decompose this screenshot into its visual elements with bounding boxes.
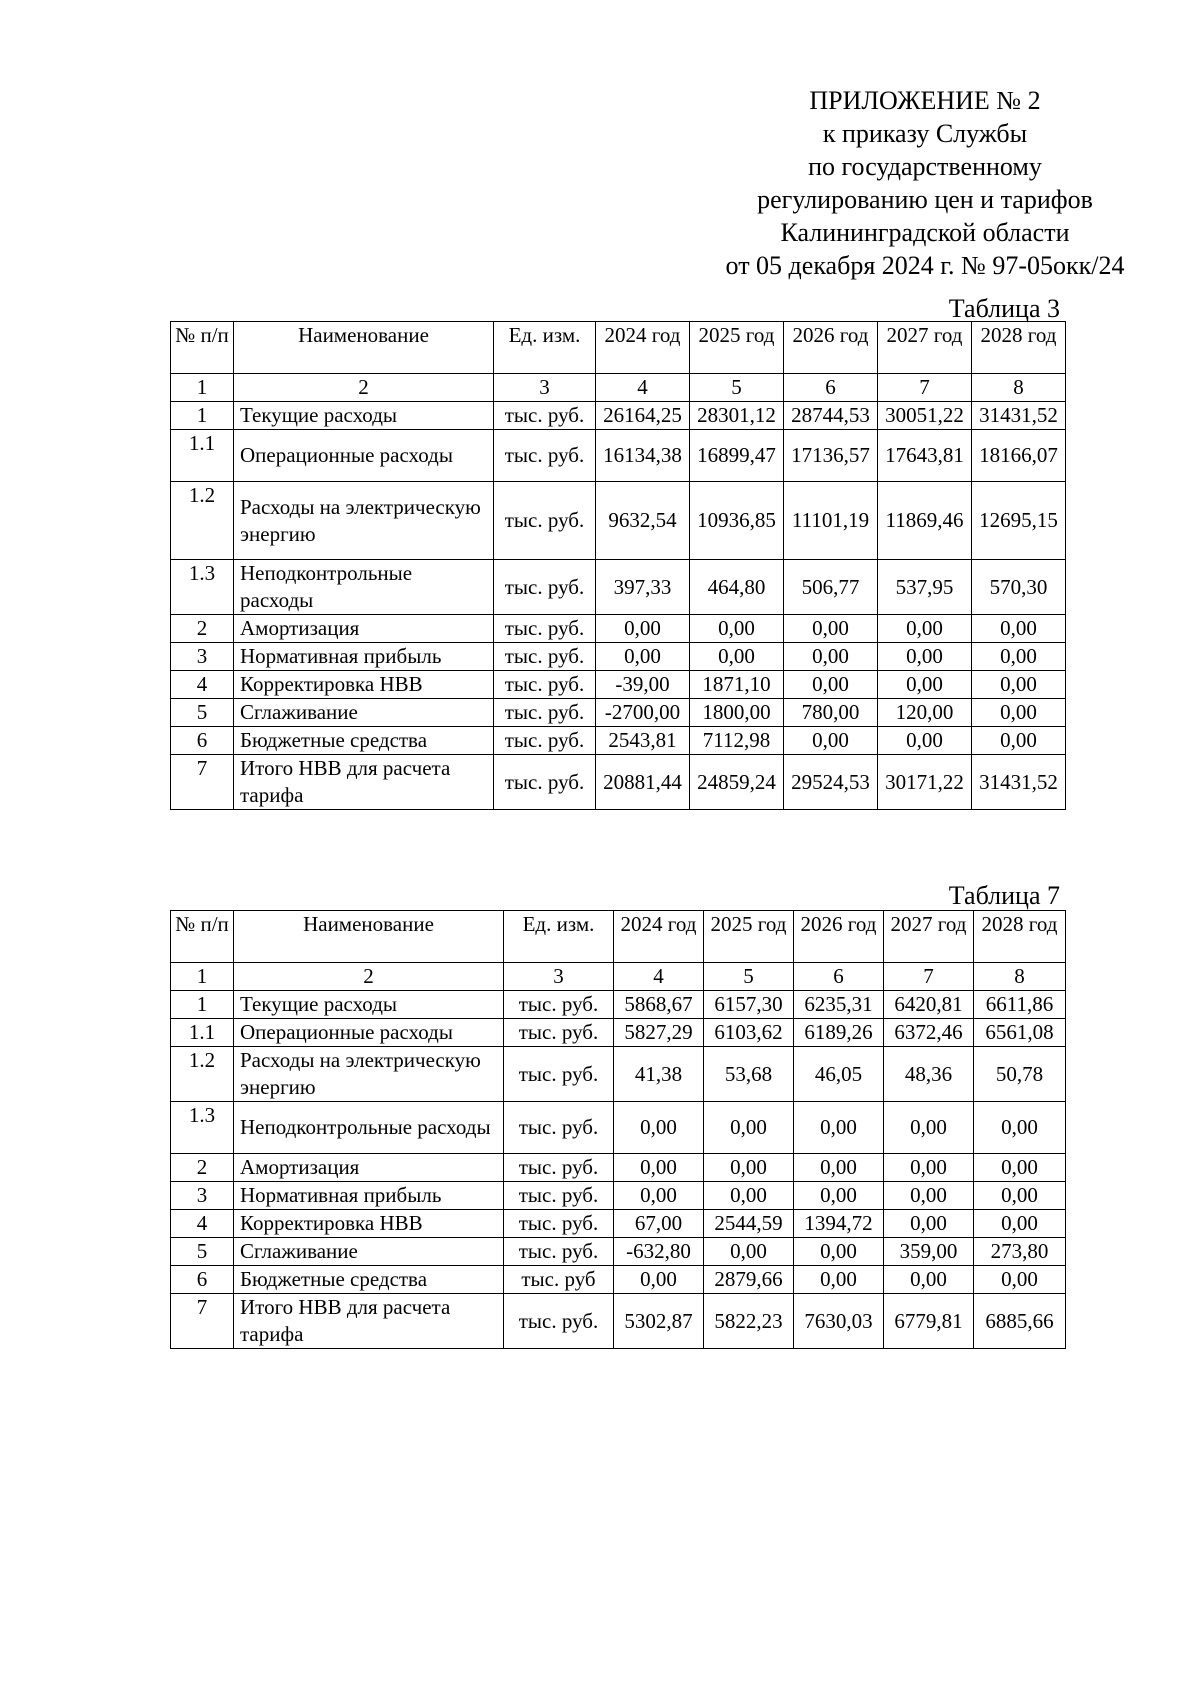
row-number: 6: [171, 727, 234, 755]
table3-body: [171, 322, 1066, 810]
column-number: 7: [878, 374, 972, 402]
header-row: [171, 911, 1066, 963]
header-row: [171, 322, 1066, 374]
row-value: 0,00: [784, 727, 878, 755]
row-value: 397,33: [596, 560, 690, 615]
row-value: 6372,46: [884, 1019, 974, 1047]
row-value: 0,00: [614, 1182, 704, 1210]
row-number: 1.2: [171, 1047, 234, 1102]
row-value: 506,77: [784, 560, 878, 615]
row-name: Текущие расходы: [234, 991, 504, 1019]
table-row: [171, 430, 1066, 482]
row-name: Амортизация: [234, 1154, 504, 1182]
row-value: 0,00: [596, 615, 690, 643]
column-header: 2026 год: [784, 322, 878, 374]
row-number: 2: [171, 1154, 234, 1182]
row-value: 0,00: [690, 643, 784, 671]
row-unit: тыс. руб.: [494, 560, 596, 615]
header-line: к приказу Службы: [822, 119, 1028, 148]
column-header: 2024 год: [614, 911, 704, 963]
table-row: [171, 560, 1066, 615]
row-value: 0,00: [794, 1154, 884, 1182]
column-number: 8: [974, 963, 1066, 991]
row-number: 3: [171, 1182, 234, 1210]
row-value: 7112,98: [690, 727, 784, 755]
row-value: 0,00: [884, 1154, 974, 1182]
table-row: [171, 1154, 1066, 1182]
column-number: 2: [234, 374, 494, 402]
row-value: 0,00: [596, 643, 690, 671]
column-header: Наименование: [234, 322, 494, 374]
row-unit: тыс. руб.: [494, 615, 596, 643]
row-value: 10936,85: [690, 482, 784, 560]
table7-caption: Таблица 7: [948, 881, 1060, 910]
column-number: 2: [234, 963, 504, 991]
row-value: 5302,87: [614, 1294, 704, 1349]
column-header: 2027 год: [878, 322, 972, 374]
row-unit: тыс. руб.: [494, 430, 596, 482]
row-value: 5822,23: [704, 1294, 794, 1349]
row-value: 0,00: [704, 1182, 794, 1210]
row-value: 0,00: [974, 1266, 1066, 1294]
row-name: Текущие расходы: [234, 402, 494, 430]
row-unit: тыс. руб.: [504, 1102, 614, 1154]
column-number: 6: [784, 374, 878, 402]
row-number: 3: [171, 643, 234, 671]
table-row: [171, 699, 1066, 727]
row-value: 0,00: [794, 1102, 884, 1154]
row-value: 780,00: [784, 699, 878, 727]
row-value: 0,00: [972, 727, 1066, 755]
table-row: [171, 1266, 1066, 1294]
row-name: Бюджетные средства: [234, 727, 494, 755]
row-value: 20881,44: [596, 755, 690, 810]
column-header: 2024 год: [596, 322, 690, 374]
row-value: 0,00: [974, 1182, 1066, 1210]
row-value: 0,00: [794, 1266, 884, 1294]
row-value: 6103,62: [704, 1019, 794, 1047]
column-number: 7: [884, 963, 974, 991]
row-value: 30171,22: [878, 755, 972, 810]
row-name: Сглаживание: [234, 1238, 504, 1266]
table3-caption: Таблица 3: [948, 294, 1060, 323]
table-row: [171, 1294, 1066, 1349]
row-number: 1.1: [171, 430, 234, 482]
row-value: 6235,31: [794, 991, 884, 1019]
column-header: 2028 год: [974, 911, 1066, 963]
row-value: 31431,52: [972, 755, 1066, 810]
row-unit: тыс. руб.: [494, 727, 596, 755]
row-value: 6779,81: [884, 1294, 974, 1349]
row-name: Неподконтрольные расходы: [234, 560, 494, 615]
table3: [170, 321, 1066, 810]
row-value: 0,00: [884, 1102, 974, 1154]
row-value: 0,00: [884, 1266, 974, 1294]
row-value: 0,00: [784, 671, 878, 699]
row-value: 5868,67: [614, 991, 704, 1019]
row-value: 11869,46: [878, 482, 972, 560]
row-value: 67,00: [614, 1210, 704, 1238]
column-number: 1: [171, 374, 234, 402]
column-header: Наименование: [234, 911, 504, 963]
row-unit: тыс. руб.: [504, 1182, 614, 1210]
row-name: Бюджетные средства: [234, 1266, 504, 1294]
row-value: 0,00: [784, 643, 878, 671]
row-value: 7630,03: [794, 1294, 884, 1349]
column-header: 2027 год: [884, 911, 974, 963]
row-value: 570,30: [972, 560, 1066, 615]
row-name: Операционные расходы: [234, 430, 494, 482]
row-number: 1: [171, 991, 234, 1019]
column-header: № п/п: [171, 911, 234, 963]
row-value: 16134,38: [596, 430, 690, 482]
row-value: -2700,00: [596, 699, 690, 727]
row-value: 6157,30: [704, 991, 794, 1019]
table-row: [171, 402, 1066, 430]
row-unit: тыс. руб.: [494, 482, 596, 560]
row-value: 1394,72: [794, 1210, 884, 1238]
row-unit: тыс. руб.: [504, 1238, 614, 1266]
row-value: 31431,52: [972, 402, 1066, 430]
row-value: 41,38: [614, 1047, 704, 1102]
row-value: 48,36: [884, 1047, 974, 1102]
row-value: 0,00: [878, 643, 972, 671]
row-number: 1.3: [171, 1102, 234, 1154]
row-value: 2543,81: [596, 727, 690, 755]
table-row: [171, 727, 1066, 755]
column-header: 2025 год: [690, 322, 784, 374]
table-row: [171, 482, 1066, 560]
table-row: [171, 615, 1066, 643]
row-value: 5827,29: [614, 1019, 704, 1047]
row-unit: тыс. руб.: [494, 671, 596, 699]
row-number: 4: [171, 671, 234, 699]
row-value: 0,00: [794, 1238, 884, 1266]
table-row: [171, 1019, 1066, 1047]
row-name: Неподконтрольные расходы: [234, 1102, 504, 1154]
row-unit: тыс. руб.: [504, 991, 614, 1019]
row-number: 5: [171, 699, 234, 727]
row-value: 2879,66: [704, 1266, 794, 1294]
table-row: [171, 1238, 1066, 1266]
row-value: 537,95: [878, 560, 972, 615]
row-unit: тыс. руб.: [494, 699, 596, 727]
row-unit: тыс. руб.: [504, 1294, 614, 1349]
row-number: 2: [171, 615, 234, 643]
row-value: 53,68: [704, 1047, 794, 1102]
row-number: 1: [171, 402, 234, 430]
row-name: Операционные расходы: [234, 1019, 504, 1047]
column-header: Ед. изм.: [494, 322, 596, 374]
table-row: [171, 1047, 1066, 1102]
row-value: 0,00: [614, 1102, 704, 1154]
row-number: 4: [171, 1210, 234, 1238]
row-value: 0,00: [974, 1154, 1066, 1182]
row-value: 17136,57: [784, 430, 878, 482]
table-row: [171, 1182, 1066, 1210]
row-value: 1800,00: [690, 699, 784, 727]
row-number: 1.2: [171, 482, 234, 560]
header-line: от 05 декабря 2024 г. № 97-05окк/24: [725, 251, 1125, 280]
row-value: 0,00: [794, 1182, 884, 1210]
row-name: Итого НВВ для расчета тарифа: [234, 755, 494, 810]
column-number: 8: [972, 374, 1066, 402]
row-name: Расходы на электрическую энергию: [234, 1047, 504, 1102]
header-line: ПРИЛОЖЕНИЕ № 2: [809, 86, 1041, 115]
header-line: Калининградской области: [780, 218, 1070, 247]
row-value: 24859,24: [690, 755, 784, 810]
column-number: 6: [794, 963, 884, 991]
row-value: 0,00: [704, 1238, 794, 1266]
row-value: 29524,53: [784, 755, 878, 810]
row-value: 6420,81: [884, 991, 974, 1019]
header-line: по государственному: [808, 152, 1042, 181]
column-number: 5: [704, 963, 794, 991]
column-number: 3: [494, 374, 596, 402]
row-value: 6561,08: [974, 1019, 1066, 1047]
row-value: 12695,15: [972, 482, 1066, 560]
row-number: 1.1: [171, 1019, 234, 1047]
column-header: 2026 год: [794, 911, 884, 963]
table-row: [171, 755, 1066, 810]
table-row: [171, 1102, 1066, 1154]
row-unit: тыс. руб.: [494, 755, 596, 810]
row-value: -39,00: [596, 671, 690, 699]
row-value: 0,00: [614, 1266, 704, 1294]
row-value: -632,80: [614, 1238, 704, 1266]
row-value: 50,78: [974, 1047, 1066, 1102]
row-value: 0,00: [972, 615, 1066, 643]
row-value: 0,00: [878, 727, 972, 755]
row-unit: тыс. руб.: [494, 643, 596, 671]
column-header: № п/п: [171, 322, 234, 374]
table7: [170, 910, 1066, 1349]
row-value: 0,00: [704, 1102, 794, 1154]
row-name: Нормативная прибыль: [234, 1182, 504, 1210]
row-value: 28301,12: [690, 402, 784, 430]
row-name: Амортизация: [234, 615, 494, 643]
row-name: Итого НВВ для расчета тарифа: [234, 1294, 504, 1349]
row-number: 5: [171, 1238, 234, 1266]
row-name: Сглаживание: [234, 699, 494, 727]
row-value: 46,05: [794, 1047, 884, 1102]
column-number-row: [171, 374, 1066, 402]
row-value: 0,00: [884, 1182, 974, 1210]
row-value: 0,00: [972, 699, 1066, 727]
row-unit: тыс. руб.: [504, 1154, 614, 1182]
row-value: 9632,54: [596, 482, 690, 560]
row-unit: тыс. руб.: [504, 1210, 614, 1238]
row-number: 1.3: [171, 560, 234, 615]
column-number: 4: [614, 963, 704, 991]
row-value: 6189,26: [794, 1019, 884, 1047]
row-name: Корректировка НВВ: [234, 1210, 504, 1238]
row-value: 273,80: [974, 1238, 1066, 1266]
row-value: 464,80: [690, 560, 784, 615]
row-number: 6: [171, 1266, 234, 1294]
row-value: 0,00: [614, 1154, 704, 1182]
column-header: 2028 год: [972, 322, 1066, 374]
row-value: 6611,86: [974, 991, 1066, 1019]
row-value: 0,00: [884, 1210, 974, 1238]
row-value: 0,00: [972, 671, 1066, 699]
row-value: 17643,81: [878, 430, 972, 482]
column-number: 1: [171, 963, 234, 991]
row-unit: тыс. руб.: [504, 1019, 614, 1047]
row-value: 0,00: [974, 1210, 1066, 1238]
table-row: [171, 671, 1066, 699]
row-value: 28744,53: [784, 402, 878, 430]
row-value: 1871,10: [690, 671, 784, 699]
column-number: 5: [690, 374, 784, 402]
row-value: 0,00: [690, 615, 784, 643]
row-name: Расходы на электрическую энергию: [234, 482, 494, 560]
row-value: 0,00: [974, 1102, 1066, 1154]
table-row: [171, 991, 1066, 1019]
row-number: 7: [171, 755, 234, 810]
row-unit: тыс. руб: [504, 1266, 614, 1294]
row-value: 0,00: [878, 615, 972, 643]
row-name: Нормативная прибыль: [234, 643, 494, 671]
row-number: 7: [171, 1294, 234, 1349]
row-value: 0,00: [704, 1154, 794, 1182]
column-header: 2025 год: [704, 911, 794, 963]
row-value: 18166,07: [972, 430, 1066, 482]
row-unit: тыс. руб.: [494, 402, 596, 430]
row-unit: тыс. руб.: [504, 1047, 614, 1102]
row-value: 11101,19: [784, 482, 878, 560]
column-number: 3: [504, 963, 614, 991]
row-value: 359,00: [884, 1238, 974, 1266]
table-row: [171, 1210, 1066, 1238]
column-header: Ед. изм.: [504, 911, 614, 963]
column-number: 4: [596, 374, 690, 402]
row-value: 120,00: [878, 699, 972, 727]
row-value: 26164,25: [596, 402, 690, 430]
row-value: 0,00: [784, 615, 878, 643]
row-value: 6885,66: [974, 1294, 1066, 1349]
row-name: Корректировка НВВ: [234, 671, 494, 699]
row-value: 2544,59: [704, 1210, 794, 1238]
document-header: [690, 84, 1160, 282]
table-row: [171, 643, 1066, 671]
row-value: 0,00: [878, 671, 972, 699]
row-value: 16899,47: [690, 430, 784, 482]
header-line: регулированию цен и тарифов: [757, 185, 1093, 214]
row-value: 0,00: [972, 643, 1066, 671]
table7-body: [171, 911, 1066, 1349]
column-number-row: [171, 963, 1066, 991]
row-value: 30051,22: [878, 402, 972, 430]
